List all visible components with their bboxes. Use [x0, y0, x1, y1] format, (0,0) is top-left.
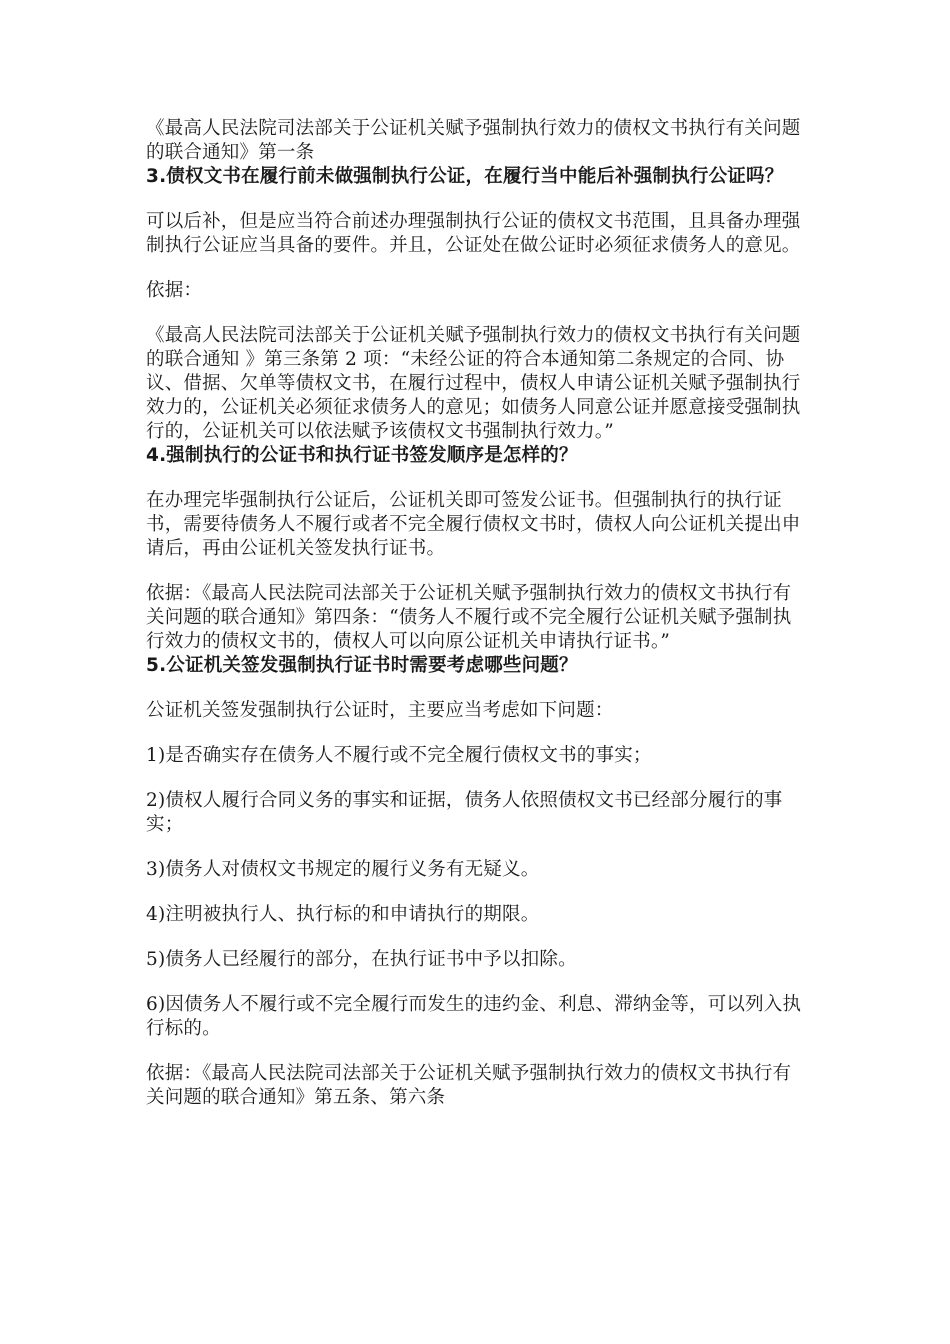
paragraph-answer-5-intro: 公证机关签发强制执行公证时，主要应当考虑如下问题：	[146, 700, 614, 721]
heading-question-4: 4.强制执行的公证书和执行证书签发顺序是怎样的？	[146, 445, 578, 466]
paragraph-citation-article-1: 《最高人民法院司法部关于公证机关赋予强制执行效力的债权文书执行有关问题的联合通知》第一条	[146, 118, 801, 163]
list-item-1: 1)是否确实存在债务人不履行或不完全履行债权文书的事实；	[146, 745, 652, 766]
paragraph-basis-label: 依据：	[146, 280, 203, 301]
list-item-2: 2)债权人履行合同义务的事实和证据，债务人依照债权文书已经部分履行的事实；	[146, 790, 783, 835]
paragraph-citation-articles-5-6: 依据：《最高人民法院司法部关于公证机关赋予强制执行效力的债权文书执行有关问题的联合通知》第五条、第六条	[146, 1063, 792, 1108]
list-item-5: 5)债务人已经履行的部分，在执行证书中予以扣除。	[146, 949, 577, 970]
paragraph-citation-article-3: 《最高人民法院司法部关于公证机关赋予强制执行效力的债权文书执行有关问题的联合通知 》第三条第 2 项：“未经公证的符合本通知第二条规定的合同、协议、借据、欠单等债权文书，在履行过程中，债权人申请公证机关赋予强制执行效力的，公证机关必须征求债务人的意见；如债务人同意公证并愿意接受强制执行的，公证机关可以依法赋予该债权文书强制执行效力。”	[146, 325, 801, 442]
paragraph-answer-3: 可以后补，但是应当符合前述办理强制执行公证的债权文书范围，且具备办理强制执行公证应当具备的要件。并且，公证处在做公证时必须征求债务人的意见。	[146, 211, 801, 256]
document-page	[146, 117, 806, 1110]
heading-question-5: 5.公证机关签发强制执行证书时需要考虑哪些问题？	[146, 655, 578, 676]
paragraph-answer-4: 在办理完毕强制执行公证后，公证机关即可签发公证书。但强制执行的执行证书，需要待债务人不履行或者不完全履行债权文书时，债权人向公证机关提出申请后，再由公证机关签发执行证书。	[146, 490, 801, 559]
paragraph-citation-article-4: 依据：《最高人民法院司法部关于公证机关赋予强制执行效力的债权文书执行有关问题的联合通知》第四条：“债务人不履行或不完全履行公证机关赋予强制执行效力的债权文书的，债权人可以向原公证机关申请执行证书。”	[146, 583, 792, 652]
list-item-3: 3)债务人对债权文书规定的履行义务有无疑义。	[146, 859, 540, 880]
list-item-4: 4)注明被执行人、执行标的和申请执行的期限。	[146, 904, 540, 925]
list-item-6: 6)因债务人不履行或不完全履行而发生的违约金、利息、滞纳金等，可以列入执行标的。	[146, 994, 802, 1039]
heading-question-3: 3.债权文书在履行前未做强制执行公证，在履行当中能后补强制执行公证吗？	[146, 166, 784, 187]
